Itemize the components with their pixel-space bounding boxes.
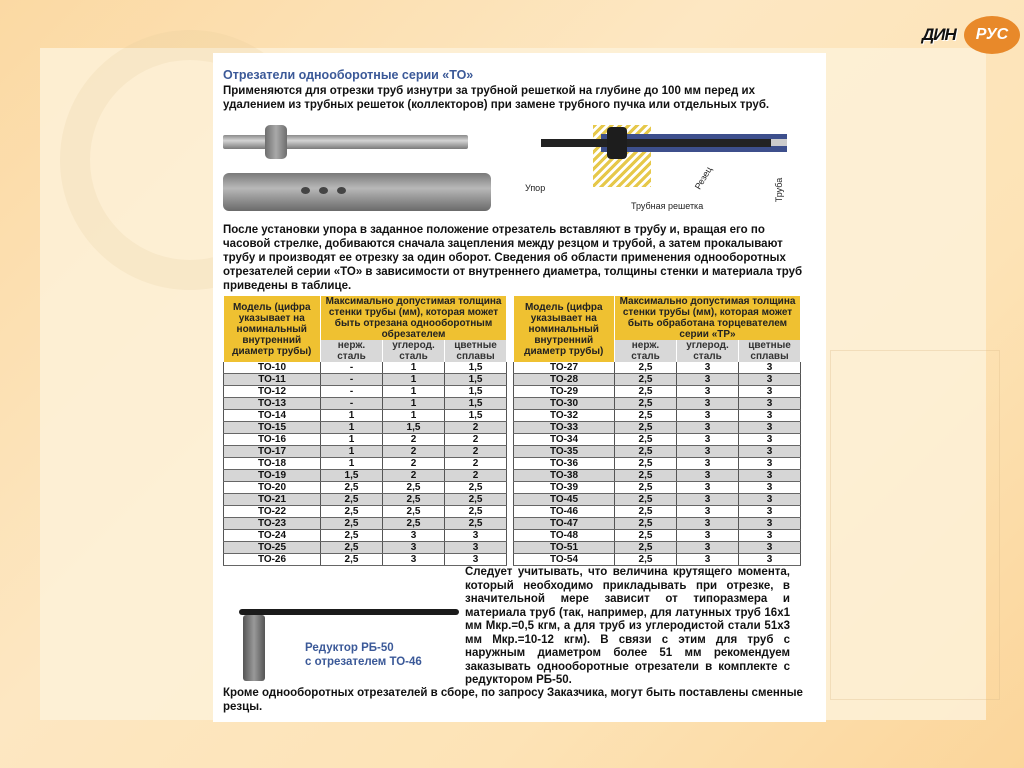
thickness-cell: 2,5 — [615, 362, 677, 374]
thickness-cell: 2,5 — [321, 542, 383, 554]
thickness-cell: 3 — [677, 374, 739, 386]
thickness-cell: 3 — [739, 470, 801, 482]
thickness-cell: 2,5 — [321, 554, 383, 566]
thickness-cell: 3 — [677, 482, 739, 494]
intro-paragraph: Применяются для отрезки труб изнутри за трубной решеткой на глубине до 100 мм перед их удалением из трубных решеток (коллекторов) при замене трубного пучка или отдельных труб. — [223, 85, 770, 111]
thickness-cell: 3 — [677, 398, 739, 410]
thickness-cell: 3 — [739, 542, 801, 554]
thickness-cell: 2 — [383, 470, 445, 482]
thickness-cell: 2,5 — [615, 374, 677, 386]
thickness-cell: 2,5 — [615, 494, 677, 506]
model-header: Модель (цифра указывает на номинальный внутренний диаметр трубы) — [514, 296, 615, 362]
thickness-cell: 2,5 — [615, 506, 677, 518]
model-cell: ТО-39 — [514, 482, 615, 494]
thickness-cell: 3 — [677, 446, 739, 458]
model-cell: ТО-15 — [224, 422, 321, 434]
thickness-cell: 2,5 — [445, 482, 507, 494]
thickness-cell: 3 — [383, 554, 445, 566]
document-page — [213, 53, 826, 722]
model-cell: ТО-10 — [224, 362, 321, 374]
thickness-cell: 1 — [321, 410, 383, 422]
model-cell: ТО-21 — [224, 494, 321, 506]
table-row — [224, 434, 507, 446]
model-cell: ТО-14 — [224, 410, 321, 422]
thickness-cell: 2,5 — [383, 482, 445, 494]
model-cell: ТО-19 — [224, 470, 321, 482]
table-row — [224, 470, 507, 482]
thickness-cell: 2,5 — [615, 554, 677, 566]
thickness-cell: 1 — [383, 362, 445, 374]
thickness-cell: - — [321, 362, 383, 374]
subheader-nonferrous: цветные сплавы — [739, 340, 801, 362]
thickness-cell: 3 — [677, 494, 739, 506]
subheader-carbon: углерод. сталь — [677, 340, 739, 362]
stop-collar — [607, 127, 627, 159]
thickness-cell: 2,5 — [615, 458, 677, 470]
model-cell: ТО-12 — [224, 386, 321, 398]
thickness-cell: 3 — [383, 530, 445, 542]
model-cell: ТО-26 — [224, 554, 321, 566]
thickness-cell: 3 — [677, 434, 739, 446]
thickness-cell: 2,5 — [445, 518, 507, 530]
table-row — [224, 530, 507, 542]
thickness-cell: 1 — [383, 410, 445, 422]
thickness-cell: 3 — [739, 374, 801, 386]
model-cell: ТО-32 — [514, 410, 615, 422]
thickness-cell: 2,5 — [383, 494, 445, 506]
thickness-cell: 3 — [677, 506, 739, 518]
thickness-cell: 1 — [321, 446, 383, 458]
label-tube-sheet: Трубная решетка — [631, 201, 704, 211]
thickness-cell: 2,5 — [615, 518, 677, 530]
table-row — [514, 434, 801, 446]
model-cell: ТО-13 — [224, 398, 321, 410]
tool-hole — [319, 187, 328, 194]
brand-logo — [922, 16, 1022, 56]
model-cell: ТО-30 — [514, 398, 615, 410]
model-cell: ТО-48 — [514, 530, 615, 542]
thickness-cell: 1,5 — [445, 362, 507, 374]
logo-text-rus: РУС — [964, 16, 1020, 54]
subheader-nonferrous: цветные сплавы — [445, 340, 507, 362]
thickness-cell: 3 — [677, 410, 739, 422]
thickness-cell: 3 — [677, 530, 739, 542]
thickness-cell: 2 — [445, 458, 507, 470]
table-row — [514, 530, 801, 542]
thickness-cell: 3 — [739, 482, 801, 494]
machine-decoration — [830, 350, 1000, 700]
model-cell: ТО-35 — [514, 446, 615, 458]
page-title: Отрезатели однооборотные серии «ТО» — [223, 68, 474, 82]
model-cell: ТО-11 — [224, 374, 321, 386]
thickness-cell: 3 — [739, 434, 801, 446]
thickness-cell: 2 — [445, 470, 507, 482]
table-row — [514, 542, 801, 554]
thickness-cell: 2 — [383, 458, 445, 470]
model-cell: ТО-45 — [514, 494, 615, 506]
model-cell: ТО-34 — [514, 434, 615, 446]
thickness-cell: 3 — [677, 458, 739, 470]
cutter-tool-small — [223, 135, 468, 149]
table-row — [224, 518, 507, 530]
thickness-cell: 2,5 — [321, 530, 383, 542]
table-row — [514, 494, 801, 506]
label-cutter: Резец — [692, 164, 714, 192]
reducer-caption-line1: Редуктор РБ-50 — [305, 642, 394, 654]
thickness-cell: 3 — [739, 410, 801, 422]
thickness-cell: 3 — [739, 494, 801, 506]
thickness-cell: 2 — [445, 422, 507, 434]
thickness-cell: 2,5 — [321, 518, 383, 530]
thickness-cell: 3 — [739, 458, 801, 470]
cutter-photo — [223, 121, 508, 219]
thickness-cell: 1 — [321, 422, 383, 434]
model-cell: ТО-23 — [224, 518, 321, 530]
reducer-caption-line2: с отрезателем ТО-46 — [305, 656, 422, 668]
model-cell: ТО-36 — [514, 458, 615, 470]
model-cell: ТО-24 — [224, 530, 321, 542]
thickness-cell: 2,5 — [615, 386, 677, 398]
table-row — [224, 482, 507, 494]
table-row — [514, 362, 801, 374]
table-row — [514, 554, 801, 566]
table-row — [514, 482, 801, 494]
thickness-cell: 1,5 — [445, 374, 507, 386]
thickness-cell: - — [321, 374, 383, 386]
table-row — [224, 554, 507, 566]
thickness-cell: 2,5 — [383, 506, 445, 518]
table-row — [224, 362, 507, 374]
thickness-cell: 3 — [739, 398, 801, 410]
model-cell: ТО-51 — [514, 542, 615, 554]
table-row — [224, 422, 507, 434]
table-row — [514, 422, 801, 434]
thickness-cell: 3 — [739, 446, 801, 458]
table-row — [514, 410, 801, 422]
table-row — [514, 470, 801, 482]
thickness-cell: 3 — [739, 422, 801, 434]
thickness-cell: 1,5 — [321, 470, 383, 482]
table-row — [224, 374, 507, 386]
thickness-cell: 2,5 — [615, 410, 677, 422]
table-row — [514, 386, 801, 398]
cutter-collar — [265, 125, 287, 159]
thickness-cell: 2,5 — [615, 422, 677, 434]
thickness-cell: 3 — [739, 506, 801, 518]
thickness-cell: 1 — [321, 434, 383, 446]
thickness-cell: 2,5 — [615, 530, 677, 542]
thickness-cell: 3 — [445, 542, 507, 554]
reducer-caption — [305, 641, 422, 669]
thickness-cell: 2,5 — [321, 482, 383, 494]
table-row — [514, 518, 801, 530]
reducer-body — [243, 615, 265, 681]
thickness-cell: 2,5 — [445, 494, 507, 506]
thickness-cell: 3 — [445, 530, 507, 542]
table-row — [514, 374, 801, 386]
table-row — [514, 458, 801, 470]
label-tube: Труба — [774, 177, 785, 203]
thickness-cell: 2,5 — [321, 494, 383, 506]
model-cell: ТО-16 — [224, 434, 321, 446]
model-cell: ТО-28 — [514, 374, 615, 386]
thickness-cell: 2,5 — [615, 482, 677, 494]
model-cell: ТО-38 — [514, 470, 615, 482]
group-header: Максимально допустимая толщина стенки трубы (мм), которая может быть обработана торцевателем серии «ТР» — [615, 296, 801, 340]
thickness-cell: 3 — [445, 554, 507, 566]
model-header: Модель (цифра указывает на номинальный внутренний диаметр трубы) — [224, 296, 321, 362]
thickness-cell: 1,5 — [445, 410, 507, 422]
cutter-tool-large — [223, 173, 491, 211]
table-row — [224, 542, 507, 554]
table-row — [224, 494, 507, 506]
thickness-cell: 3 — [677, 362, 739, 374]
table-row — [224, 410, 507, 422]
table-row — [224, 386, 507, 398]
thickness-cell: 2,5 — [321, 506, 383, 518]
spec-table-left — [223, 296, 507, 566]
cutter-shaft — [541, 139, 771, 147]
thickness-cell: 1,5 — [445, 398, 507, 410]
thickness-cell: 3 — [383, 542, 445, 554]
thickness-cell: 2 — [383, 434, 445, 446]
thickness-cell: 2,5 — [615, 446, 677, 458]
table-row — [224, 506, 507, 518]
group-header: Максимально допустимая толщина стенки трубы (мм), которая может быть отрезана однооборотным обрезателем — [321, 296, 507, 340]
tool-hole — [301, 187, 310, 194]
model-cell: ТО-54 — [514, 554, 615, 566]
model-cell: ТО-47 — [514, 518, 615, 530]
thickness-cell: 3 — [677, 386, 739, 398]
model-cell: ТО-18 — [224, 458, 321, 470]
thickness-cell: 1 — [383, 386, 445, 398]
model-cell: ТО-27 — [514, 362, 615, 374]
thickness-cell: 3 — [677, 422, 739, 434]
thickness-cell: 2,5 — [615, 470, 677, 482]
label-stop: Упор — [525, 183, 546, 193]
thickness-cell: 2 — [383, 446, 445, 458]
model-cell: ТО-33 — [514, 422, 615, 434]
subheader-stainless: нерж. сталь — [321, 340, 383, 362]
thickness-cell: 3 — [739, 530, 801, 542]
subheader-carbon: углерод. сталь — [383, 340, 445, 362]
thickness-cell: 2,5 — [615, 434, 677, 446]
subheader-stainless: нерж. сталь — [615, 340, 677, 362]
thickness-cell: 3 — [739, 362, 801, 374]
thickness-cell: 1,5 — [445, 386, 507, 398]
thickness-cell: 1 — [383, 398, 445, 410]
thickness-cell: 1,5 — [383, 422, 445, 434]
thickness-cell: 2,5 — [383, 518, 445, 530]
logo-text-din: ДИН — [922, 25, 956, 44]
thickness-cell: 3 — [739, 554, 801, 566]
thickness-cell: 1 — [383, 374, 445, 386]
reducer-handle — [239, 609, 459, 615]
model-cell: ТО-22 — [224, 506, 321, 518]
model-cell: ТО-25 — [224, 542, 321, 554]
table-row — [224, 398, 507, 410]
torque-note: Следует учитывать, что величина крутящего момента, который необходимо прикладывать при отрезке, в значительной мере зависит от типоразмера и материала труб (так, например, для латунных труб 16х1 мм Мкр.=0,5 кгм, а для труб из углеродистой стали 51х3 мм Мкр.=10-12 кгм). В связи с этим для труб с наружным диаметром более 51 мм рекомендуем заказывать однооборотные отрезатели в комплекте с редуктором РБ-50. — [465, 566, 790, 686]
spec-table-right — [513, 296, 801, 566]
body-paragraph: После установки упора в заданное положение отрезатель вставляют в трубу и, вращая его по часовой стрелке, добиваются сначала зацепления между резцом и трубой, а затем прокалывают трубу и производят ее отрезку за один оборот. Сведения об области применения однооборотных отрезателей серии «ТО» в зависимости от внутреннего диаметра, толщины стенки и материала труб приведены в таблице. — [223, 224, 803, 292]
thickness-cell: 3 — [739, 518, 801, 530]
thickness-cell: 2,5 — [615, 542, 677, 554]
thickness-cell: 3 — [739, 386, 801, 398]
table-row — [224, 458, 507, 470]
thickness-cell: - — [321, 386, 383, 398]
table-row — [514, 506, 801, 518]
model-cell: ТО-20 — [224, 482, 321, 494]
model-cell: ТО-46 — [514, 506, 615, 518]
thickness-cell: - — [321, 398, 383, 410]
thickness-cell: 3 — [677, 554, 739, 566]
thickness-cell: 3 — [677, 518, 739, 530]
cutter-diagram — [511, 121, 811, 221]
model-cell: ТО-29 — [514, 386, 615, 398]
footer-paragraph: Кроме однооборотных отрезателей в сборе, по запросу Заказчика, могут быть поставлены сменные резцы. — [223, 687, 803, 713]
table-row — [514, 446, 801, 458]
thickness-cell: 2,5 — [615, 398, 677, 410]
thickness-cell: 1 — [321, 458, 383, 470]
thickness-cell: 2 — [445, 446, 507, 458]
thickness-cell: 2 — [445, 434, 507, 446]
thickness-cell: 3 — [677, 470, 739, 482]
thickness-cell: 2,5 — [445, 506, 507, 518]
table-row — [514, 398, 801, 410]
tool-hole — [337, 187, 346, 194]
model-cell: ТО-17 — [224, 446, 321, 458]
thickness-cell: 3 — [677, 542, 739, 554]
table-row — [224, 446, 507, 458]
